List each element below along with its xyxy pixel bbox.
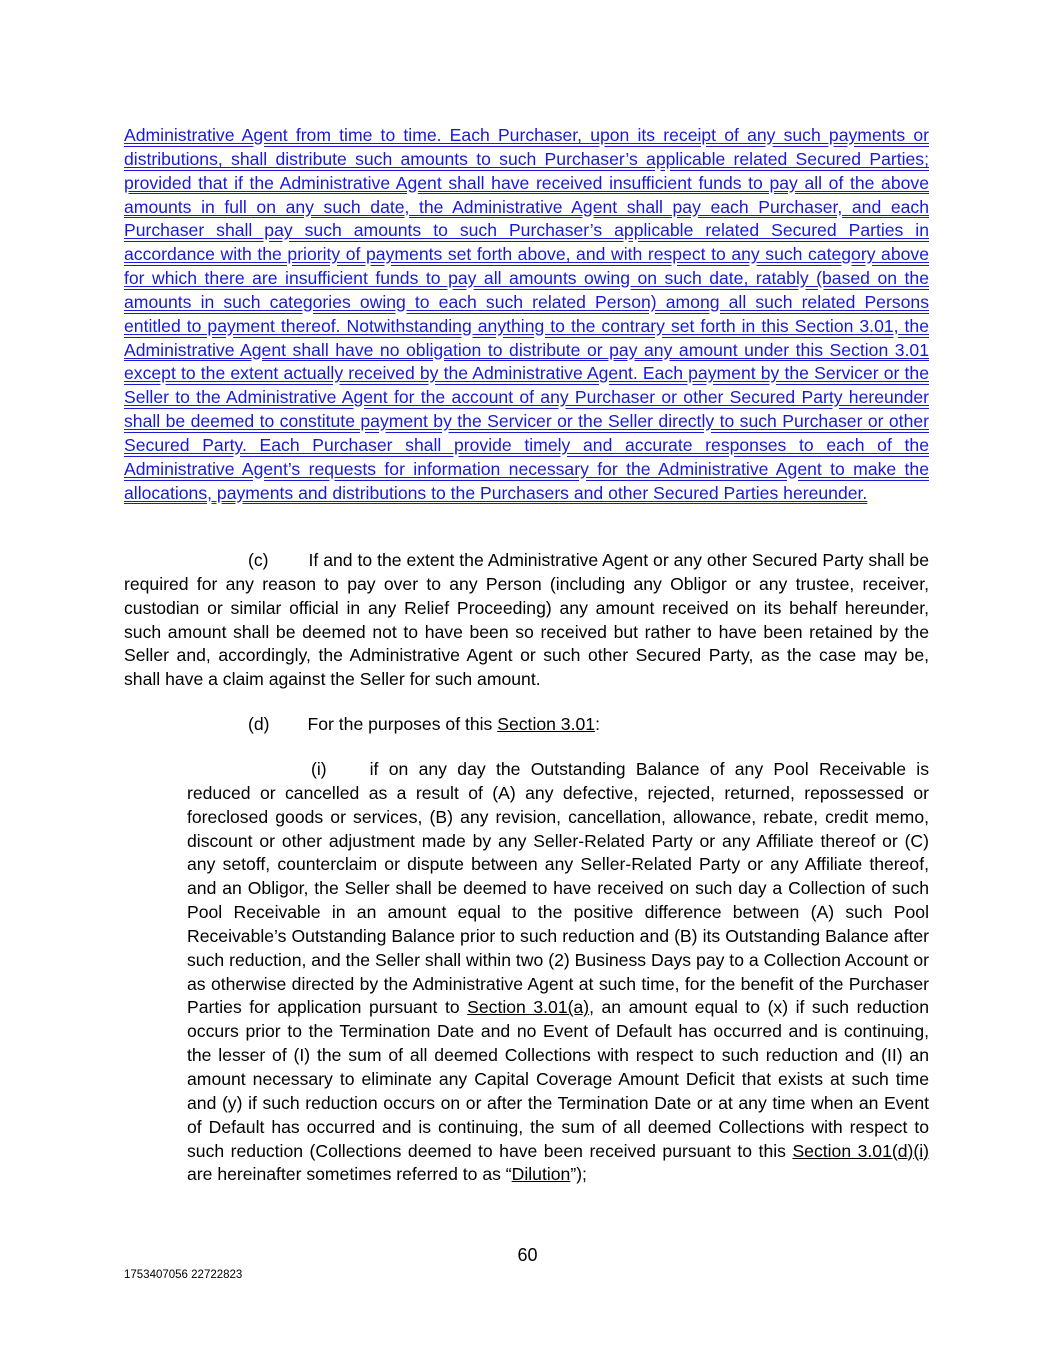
paragraph-d-i: (i) if on any day the Outstanding Balance of any Pool Receivable is reduced or cancelled as a result of (A) any defective, rejected, returned, repossessed or foreclosed goods or services, (B) any revision, cancellation, allowance, rebate, credit memo, discount or other adjustment made by any Seller-Related Party or any Affiliate thereof or (C) any setoff, counterclaim or dispute between any Seller-Related Party or any Affiliate thereof, and an Obligor, the Seller shall be deemed to have received on such day a Collection of such Pool Receivable in an amount equal to the positive difference between (A) such Pool Receivable’s Outstanding Balance prior to such reduction and (B) its Outstanding Balance after such reduction, and the Seller shall within two (2) Business Days pay to a Collection Account or as otherwise directed by the Administrative Agent at such time, for the benefit of the Purchaser Parties for application pursuant to Section 3.01(a), an amount equal to (x) if such reduction occurs prior to the Termination Date and no Event of Default has occurred and is continuing, the lesser of (I) the sum of all deemed Collections with respect to such reduction and (II) an amount necessary to eliminate any Capital Coverage Amount Deficit that exists at such time and (y) if such reduction occurs on or after the Termination Date or at any time when an Event of Default has occurred and is continuing, the sum of all deemed Collections with respect to such reduction (Collections deemed to have been received pursuant to this Section 3.01(d)(i) are hereinafter sometimes referred to as “Dilution”);: [187, 759, 929, 1185]
paragraph-c: [124, 549, 929, 692]
section-reference: Section 3.01: [497, 714, 596, 734]
section-reference: Section 3.01(a): [467, 997, 590, 1018]
paragraph-d-i-label: (i): [311, 759, 327, 779]
section-reference: Section 3.01(d)(i): [792, 1140, 929, 1161]
paragraph-d-text: For the purposes of this: [307, 714, 498, 734]
document-id: 1753407056 22722823: [124, 1269, 243, 1281]
inserted-paragraph: [124, 124, 929, 506]
paragraph-c-text: If and to the extent the Administrative Agent or any other Secured Party shall be required for any reason to pay over to any Person (including any Obligor or any trustee, receiver, custodian or similar official in any Relief Proceeding) any amount received on its behalf hereunder, such amount shall be deemed not to have been so received but rather to have been retained by the Seller and, accordingly, the Administrative Agent or such other Secured Party, as the case may be, shall have a claim against the Seller for such amount.: [124, 550, 929, 690]
paragraph-c-label: (c): [248, 550, 269, 570]
paragraph-d: (d) For the purposes of this Section 3.01:: [248, 714, 600, 734]
paragraph-d-label: (d): [248, 714, 270, 734]
page-number: 60: [517, 1245, 538, 1265]
inserted-text: Administrative Agent from time to time. Each Purchaser, upon its receipt of any such payments or distributions, shall distribute such amounts to such Purchaser’s applicable related Secured Parties; provided that if the Administrative Agent shall have received insufficient funds to pay all of the above amounts in full on any such date, the Administrative Agent shall pay each Purchaser, and each Purchaser shall pay such amounts to such Purchaser’s applicable related Secured Parties in accordance with the priority of payments set forth above, and with respect to any such category above for which there are insufficient funds to pay all amounts owing on such date, ratably (based on the amounts in such categories owing to each such related Person) among all such related Persons entitled to payment thereof. Notwithstanding anything to the contrary set forth in this Section 3.01, the Administrative Agent shall have no obligation to distribute or pay any amount under this Section 3.01 except to the extent actually received by the Administrative Agent. Each payment by the Servicer or the Seller to the Administrative Agent for the account of any Purchaser or other Secured Party hereunder shall be deemed to constitute payment by the Servicer or the Seller directly to such Purchaser or other Secured Party. Each Purchaser shall provide timely and accurate responses to each of the Administrative Agent’s requests for information necessary for the Administrative Agent to make the allocations, payments and distributions to the Purchasers and other Secured Parties hereunder.: [124, 125, 929, 503]
defined-term: Dilution: [511, 1164, 571, 1185]
